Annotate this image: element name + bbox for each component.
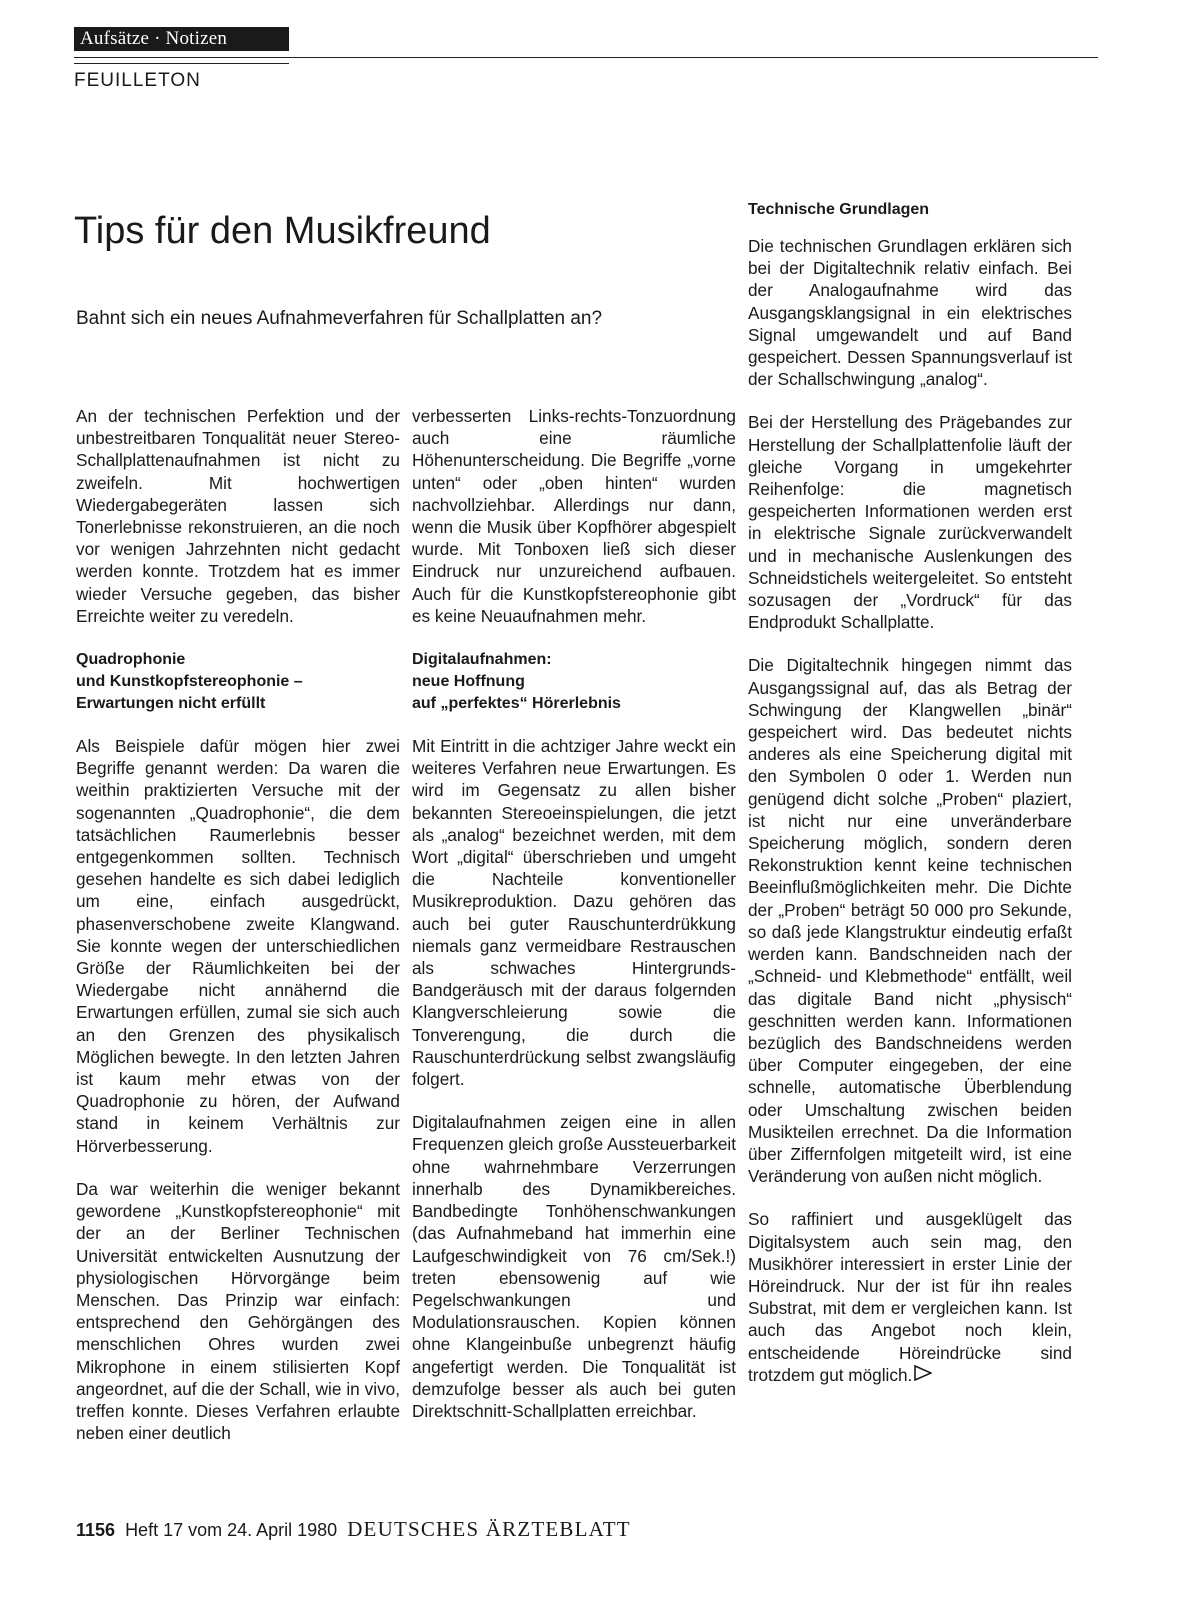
paragraph: Als Beispiele dafür mögen hier zwei Begriffe genannt werden: Da waren die weithin praktizierten Versuche mit der sogenannten „Quadrophonie“, die dem tatsächlichen Raumerlebnis besser entgegenkommen sollten. Technisch gesehen handelte es sich dabei lediglich um eine, einfach ausgedrückt, phasenverschobene zweite Klangwand. Sie konnte wegen der unterschiedlichen Größe der Räumlichkeiten bei der Wiedergabe nicht annähernd die Erwartungen erfüllen, zumal sie sich auch an den Grenzen des physikalisch Möglichen bewegte. In den letzten Jahren ist kaum mehr etwas von der Quadrophonie zu hören, der Aufwand stand in keinem Verhältnis zur Hörverbesserung.: [76, 736, 400, 1156]
article-subtitle: Bahnt sich ein neues Aufnahmeverfahren für Schallplatten an?: [76, 308, 603, 329]
paragraph: Die Digitaltechnik hingegen nimmt das Ausgangssignal auf, das als Betrag der Schwingung der Klangwellen „binär“ gespeichert wird. Das bedeutet nichts anderes als eine Speicherung digital mit den Symbolen 0 oder 1. Werden nun genügend dicht solche „Proben“ plaziert, ist nicht nur eine unveränderbare Speicherung möglich, sondern deren Rekonstruktion kennt keine technischen Beeinflußmöglichkeiten mehr. Die Dichte der „Proben“ beträgt 50 000 pro Sekunde, so daß jede Klangstruktur eindeutig erfaßt werden kann. Bandschneiden nach der „Schneid- und Klebmethode“ entfällt, weil das digitale Band nicht „physisch“ geschnitten werden kann. Informationen bezüglich des Bandschneidens werden über Computer eingegeben, der eine schnelle, automatische Überblendung oder Umschaltung zwischen beiden Musikteilen errechnet. Da die Information über Ziffernfolgen mitgeteilt wird, ist eine Veränderung von außen nicht möglich.: [748, 655, 1072, 1187]
column-3: [748, 199, 1072, 1407]
paragraph: Digitalaufnahmen zeigen eine in allen Frequenzen gleich große Aussteuerbarkeit ohne wahrnehmbare Verzerrungen innerhalb des Dynamikbereiches. Bandbedingte Tonhöhenschwankungen (das Aufnahmeband hat immerhin eine Laufgeschwindigkeit von 76 cm/Sek.!) treten ebensowenig auf wie Pegelschwankungen und Modulationsrauschen. Kopien können ohne Klangeinbuße unbegrenzt häufig angefertigt werden. Die Tonqualität ist demzufolge besser als auch bei guten Direktschnitt-Schallplatten erreichbar.: [412, 1112, 736, 1421]
section-tag: Aufsätze · Notizen: [74, 27, 289, 51]
heading-line: Quadrophonie: [76, 651, 186, 669]
page-number: 1156: [76, 1520, 116, 1540]
heading-line: Erwartungen nicht erfüllt: [76, 695, 266, 713]
paragraph: Mit Eintritt in die achtziger Jahre weckt ein weiteres Verfahren neue Erwartungen. Es wird im Gegensatz zu allen bisher bekannten Stereoeinspielungen, die jetzt als „analog“ bezeichnet werden, mit dem Wort „digital“ überschrieben und umgeht die Nachteile konventioneller Musikreproduktion. Dazu gehören das auch bei guter Rauschunterdrükkung niemals ganz vermeidbare Restrauschen als schwaches Hintergrunds-Bandgeräusch mit der daraus folgernden Klangverschleierung sowie die Tonverengung, die durch die Rauschunterdrückung selbst zwangsläufig folgert.: [412, 736, 736, 1090]
paragraph: An der technischen Perfektion und der unbestreitbaren Tonqualität neuer Stereo-Schallplattenaufnahmen ist nicht zu zweifeln. Mit hochwertigen Wiedergabegeräten lassen sich Tonerlebnisse rekonstruieren, an die noch vor wenigen Jahrzehnten nicht gedacht werden konnte. Trotzdem hat es immer wieder Versuche gegeben, das bisher Erreichte weiter zu veredeln.: [76, 406, 400, 626]
header-rule: [74, 57, 1098, 58]
column-2: [412, 405, 736, 1443]
heading-line: neue Hoffnung: [412, 673, 525, 691]
journal-name: DEUTSCHES ÄRZTEBLATT: [347, 1517, 631, 1541]
heading-line: auf „perfektes“ Hörerlebnis: [412, 695, 621, 713]
issue-info: Heft 17 vom 24. April 1980: [125, 1520, 338, 1540]
page-footer: [76, 1517, 631, 1543]
section-heading-technische-grundlagen: Technische Grundlagen: [748, 201, 930, 218]
paragraph: Da war weiterhin die weniger bekannt gewordene „Kunstkopfstereophonie“ mit der an der Berliner Technischen Universität entwickelten Ausnutzung der physiologischen Hörvorgänge beim Menschen. Das Prinzip war einfach: entsprechend den Gehörgängen des menschlichen Ohres wurden zwei Mikrophone in einem stilisierten Kopf angeordnet, auf die der Schall, wie in vivo, treffen konnte. Dieses Verfahren erlaubte neben einer deutlich: [76, 1178, 400, 1444]
paragraph: Bei der Herstellung des Prägebandes zur Herstellung der Schallplattenfolie läuft der gleiche Vorgang in umgekehrter Reihenfolge: die magnetisch gespeicherten Informationen werden erst in elektrische Signale zurückverwandelt und in mechanische Auslenkungen des Schneidstichels weitergeleitet. So entsteht sozusagen der „Vordruck“ für das Endprodukt Schallplatte.: [748, 412, 1072, 633]
section-heading-digitalaufnahmen: [412, 649, 736, 715]
paragraph-last: [748, 1208, 1072, 1386]
paragraph: verbesserten Links-rechts-Tonzuordnung auch eine räumliche Höhenunterscheidung. Die Begriffe „vorne unten“ oder „oben hinten“ wurden nachvollziehbar. Allerdings nur dann, wenn die Musik über Kopfhörer abgespielt wurde. Mit Tonboxen ließ sich dieser Eindruck nur unzureichend aufbauen. Auch für die Kunstkopfstereophonie gibt es keine Neuaufnahmen mehr.: [412, 406, 736, 626]
rubric: FEUILLETON: [74, 70, 201, 91]
section-heading-quadrophonie: [76, 649, 400, 715]
heading-line: Digitalaufnahmen:: [412, 651, 552, 669]
paragraph-text: So raffiniert und ausgeklügelt das Digitalsystem auch sein mag, den Musikhörer interessiert in erster Linie der Höreindruck. Nur der ist für ihn reales Substrat, mit dem er vergleichen kann. Ist auch das Angebot noch klein, entscheidende Höreindrücke sind trotzdem gut möglich.: [748, 1209, 1072, 1385]
column-1: [76, 405, 400, 1465]
article-title: Tips für den Musikfreund: [74, 210, 491, 252]
header-rule-short: [74, 63, 289, 64]
heading-line: und Kunstkopfstereophonie –: [76, 673, 303, 691]
paragraph: Die technischen Grundlagen erklären sich bei der Digitaltechnik relativ einfach. Bei der Analogaufnahme wird das Ausgangsklangsignal in ein elektrisches Signal umgewandelt und auf Band gespeichert. Dessen Spannungsverlauf ist der Schallschwingung „analog“.: [748, 236, 1072, 390]
continue-triangle-icon: [914, 1364, 932, 1386]
